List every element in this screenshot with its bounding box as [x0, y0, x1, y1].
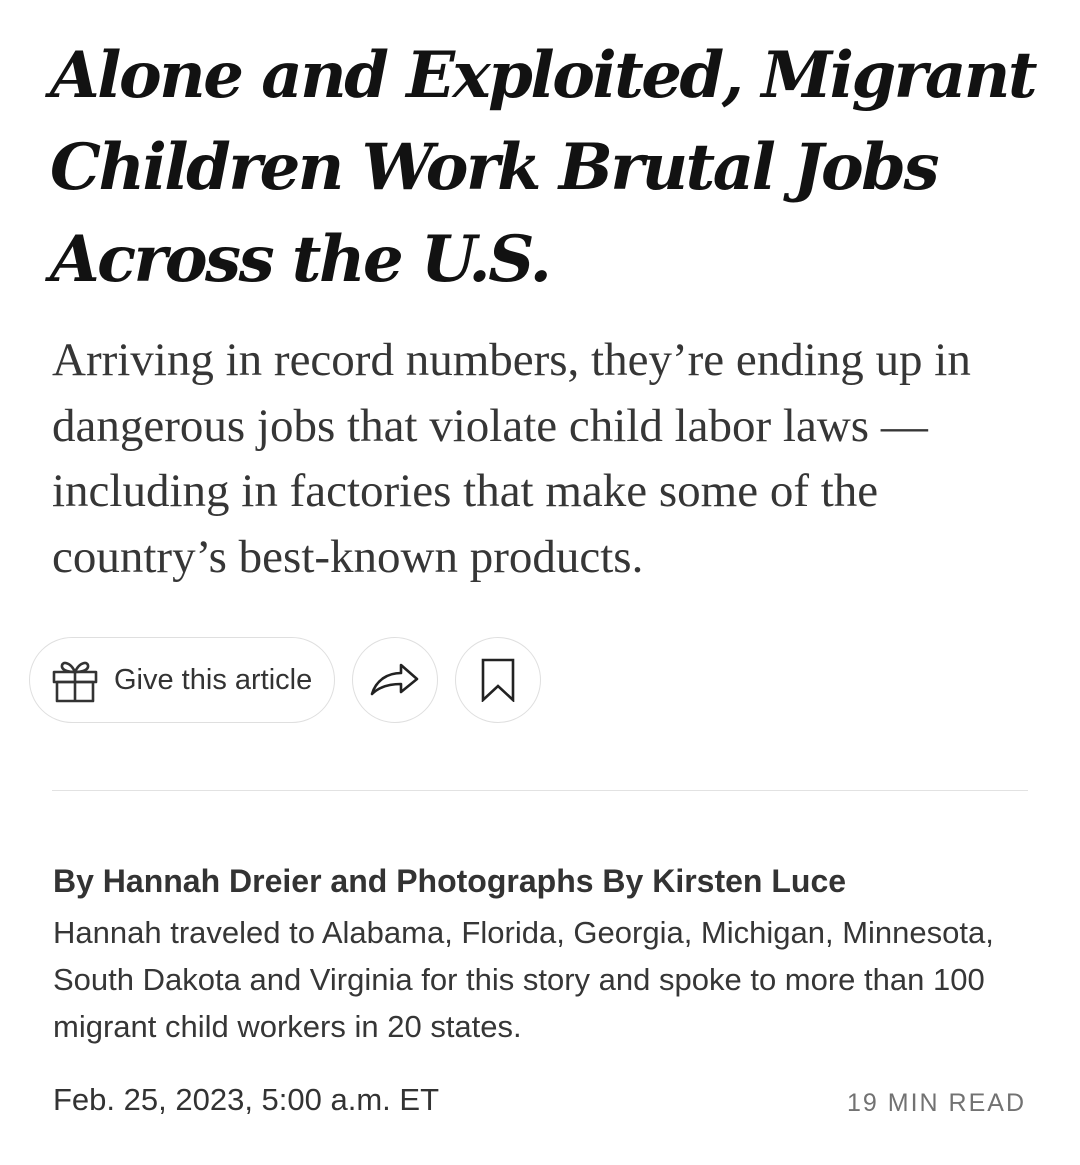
- share-arrow-icon: [368, 660, 422, 700]
- publish-timestamp: Feb. 25, 2023, 5:00 a.m. ET: [53, 1082, 440, 1117]
- gift-article-button[interactable]: [29, 637, 335, 723]
- byline-note: Hannah traveled to Alabama, Florida, Georgia, Michigan, Minnesota, South Dakota and Virginia for this story and spoke to more than 100 migrant child workers in 20 states.: [53, 915, 994, 1044]
- share-tools: [29, 637, 541, 723]
- save-button[interactable]: [455, 637, 541, 723]
- gift-icon: [50, 655, 100, 705]
- read-time: 19 MIN READ: [847, 1089, 1026, 1117]
- article-headline: Alone and Exploited, Migrant Children Work Brutal Jobs Across the U.S.: [50, 38, 1035, 297]
- byline: By Hannah Dreier and Photographs By Kirsten Luce: [53, 863, 847, 899]
- share-button[interactable]: [352, 637, 438, 723]
- article-summary: Arriving in record numbers, they’re ending up in dangerous jobs that violate child labor laws — including in factories that make some of the country’s best-known products.: [52, 334, 971, 583]
- section-divider: [52, 790, 1028, 791]
- bookmark-icon: [481, 658, 515, 702]
- gift-article-label: Give this article: [114, 663, 313, 696]
